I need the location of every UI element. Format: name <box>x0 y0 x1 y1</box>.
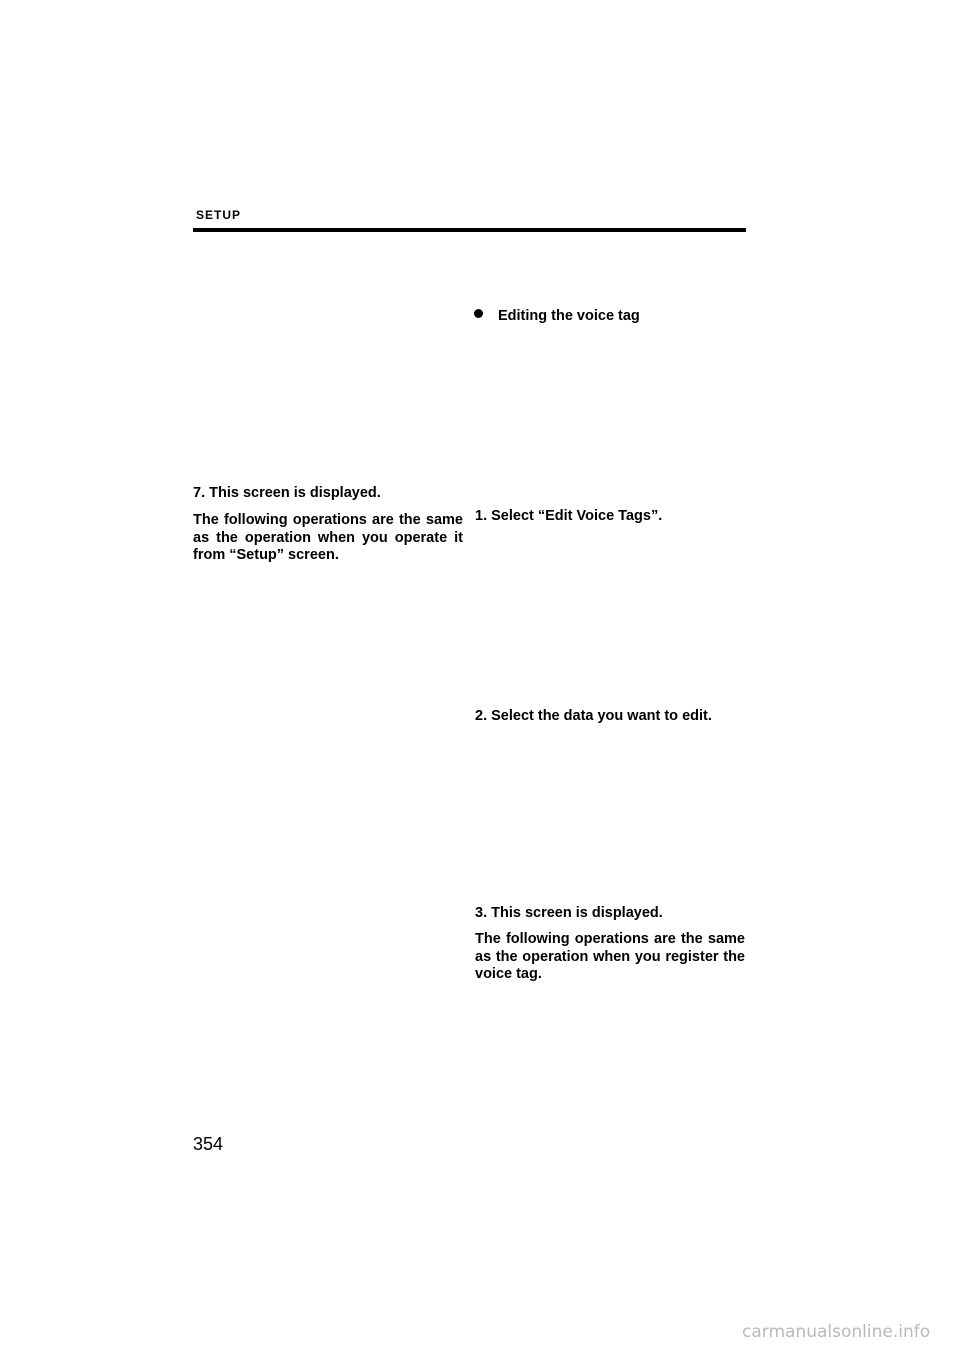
bullet-icon <box>474 309 483 318</box>
step-3: 3. This screen is displayed. <box>475 905 663 921</box>
step-2: 2. Select the data you want to edit. <box>475 708 712 724</box>
page-number: 354 <box>193 1134 224 1154</box>
header-rule <box>193 228 746 232</box>
step-7: 7. This screen is displayed. <box>193 485 381 501</box>
step-1: 1. Select “Edit Voice Tags”. <box>475 508 663 524</box>
step-3-note: The following operations are the same as the operation when you register the voice tag. <box>475 931 745 982</box>
section-header: SETUP <box>196 208 242 222</box>
watermark: carmanualsonline.info <box>742 1322 931 1342</box>
bullet-heading: Editing the voice tag <box>498 308 640 324</box>
step-7-note: The following operations are the same as the operation when you operate it from “Setup” screen. <box>193 512 463 563</box>
